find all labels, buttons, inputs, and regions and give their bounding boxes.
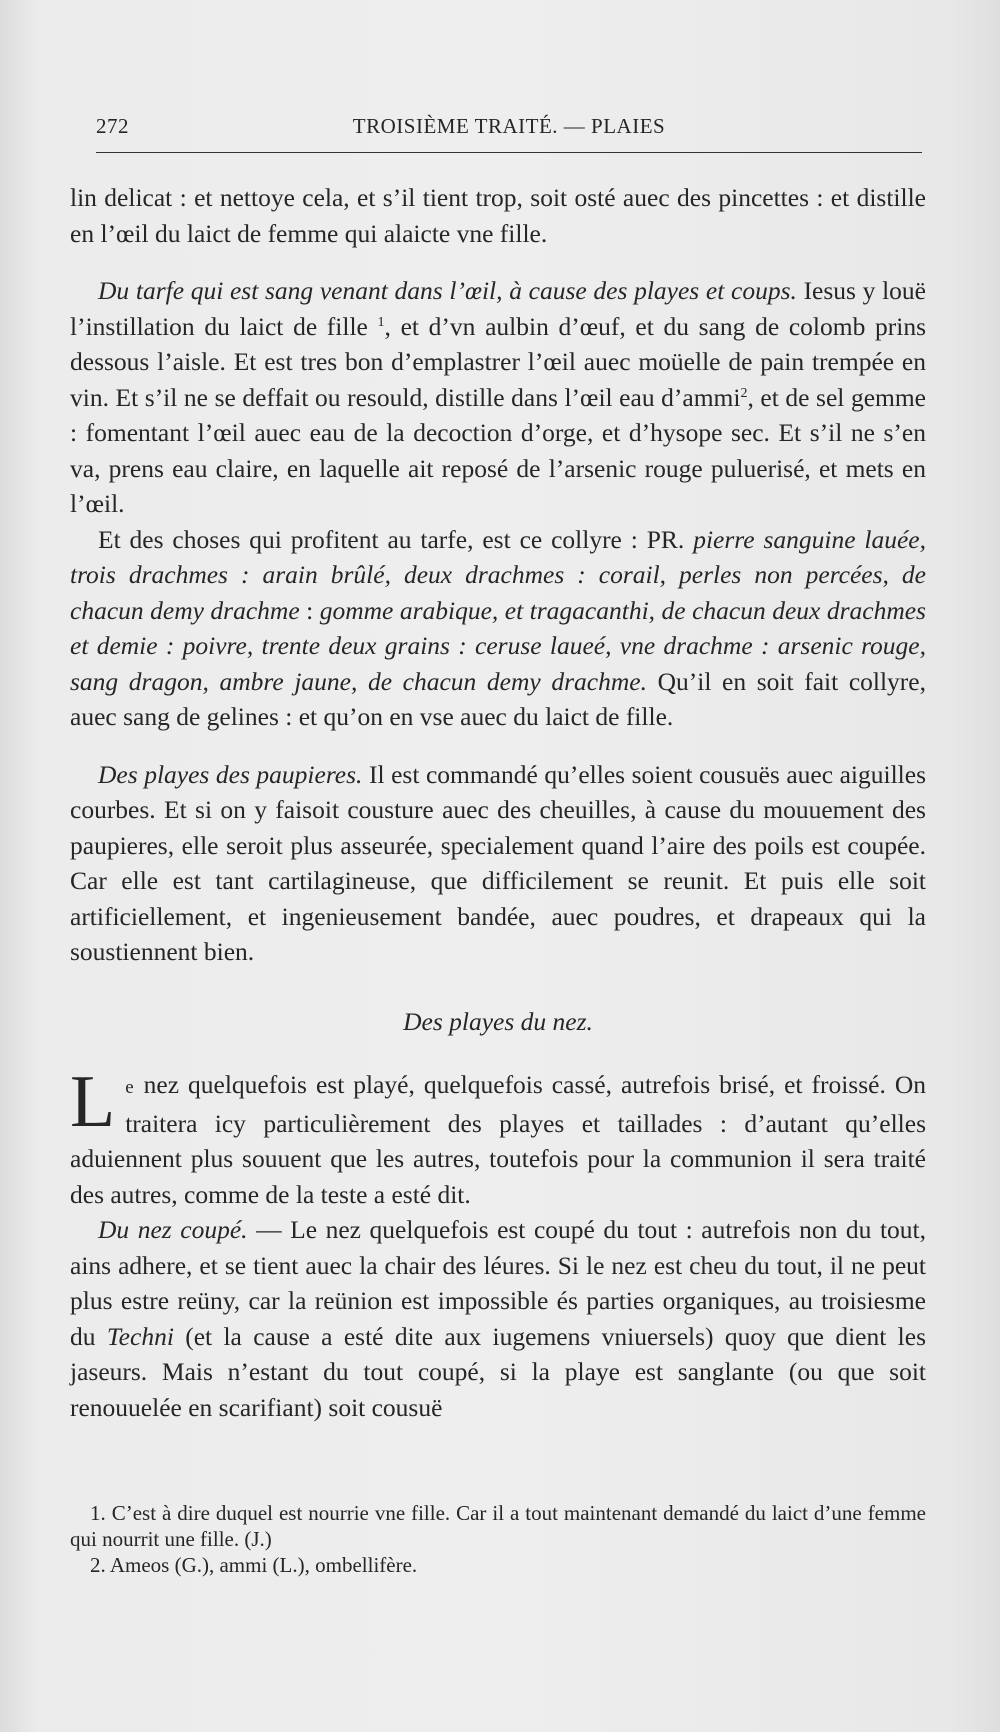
drop-cap: L <box>70 1061 116 1143</box>
paragraph-collyre: Et des choses qui profitent au tarfe, est ce collyre : PR. pierre sanguine lauée, trois drachmes : arain brûlé, deux drachmes : corail, perles non percées, de chacun demy drachme : gomme arabique, et tragacanthi, de chacun deux drachmes et demie : poivre, trente deux grains : ceruse laueé, vne drachme : arsenic rouge, sang dragon, ambre jaune, de chacun demy drachme. Qu’il en soit fait collyre, auec sang de gelines : et qu’on en vse auec du laict de fille. <box>70 524 926 731</box>
footnote-2: 2. Ameos (G.), ammi (L.), ombellifère. <box>90 1553 418 1577</box>
footnote-ref-1[interactable]: 1 <box>377 314 385 330</box>
footnote-ref-2[interactable]: 2 <box>740 385 748 401</box>
paragraph-title-nez-coupe: Du nez coupé. <box>98 1215 248 1244</box>
running-title: TROISIÈME TRAITÉ. — PLAIES <box>352 114 666 138</box>
paragraph-title-tarfe: Du tarfe qui est sang venant dans l’œil, à cause des playes et coups. <box>98 276 797 305</box>
footnotes <box>70 1500 926 1578</box>
header-rule <box>96 152 922 153</box>
paragraph-nez-intro: Le nez quelquefois est playé, quelquefois cassé, autrefois brisé, et froissé. On traitera icy particulièrement des playes et taillades : d’autant qu’elles aduiennent plus souuent que les autres, toutefois pour la communion il sera traité des autres, comme de la teste a esté dit. <box>70 1061 926 1209</box>
paragraph-tarfe: Du tarfe qui est sang venant dans l’œil, à cause des playes et coups. Iesus y louë l’instillation du laict de fille $^1$, et d’vn aulbin d’œuf, et du sang de colomb prins dessous l’aisle. Et est tres bon d’emplastrer l’œil auec moüelle de pain trempée en vin. Et s’il ne se deffait ou resould, distille dans l’œil eau d’ammi$^2$, et de sel gemme : fomentant l’œil auec eau de la decoction d’orge, et d’hysope sec. Et s’il ne s’en va, prens eau claire, en laquelle ait reposé de l’arsenic rouge puluerisé, et mets en l’œil. <box>70 276 927 518</box>
paragraph-paupieres: Des playes des paupieres. Il est commandé qu’elles soient cousuës auec aiguilles courbes. Et si on y faisoit cousture auec des cheuilles, à cause du mouuement des paupieres, elle seroit plus asseurée, specialement quand l’aire des poils est coupée. Car elle est tant cartilagineuse, que difficilement se reunit. Et puis elle soit artificiellement, et ingenieusement bandée, auec poudres, et drapeaux qui la soustiennent bien. <box>70 759 926 966</box>
footnote-1: 1. C’est à dire duquel est nourrie vne fille. Car il a tout maintenant demandé du laict d’une femme qui nourrit une fille. (J.) <box>70 1501 926 1551</box>
body-text <box>70 180 926 1425</box>
page-number: 272 <box>96 114 129 138</box>
section-heading-nez: Des playes du nez. <box>403 1006 593 1036</box>
paragraph-title-paupieres: Des playes des paupieres. <box>98 759 363 789</box>
paragraph-nez-coupe: Du nez coupé. — Le nez quelquefois est coupé du tout : autrefois non du tout, ains adhere, et se tient auec la chair des léures. Si le nez est cheu du tout, il ne peut plus estre reüny, car la reünion est impossible és parties organiques, au troisiesme du Techni (et la cause a esté dite aux iugemens vniuersels) quoy que dient les jaseurs. Mais n’estant du tout coupé, si la playe est sanglante (ou que soit renouuelée en scarifiant) soit cousuë <box>70 1215 926 1422</box>
page-header <box>96 110 922 144</box>
paragraph-continuation: lin delicat : et nettoye cela, et s’il tient trop, soit osté auec des pincettes : et distille en l’œil du laict de femme qui alaicte vne fille. <box>70 183 926 248</box>
